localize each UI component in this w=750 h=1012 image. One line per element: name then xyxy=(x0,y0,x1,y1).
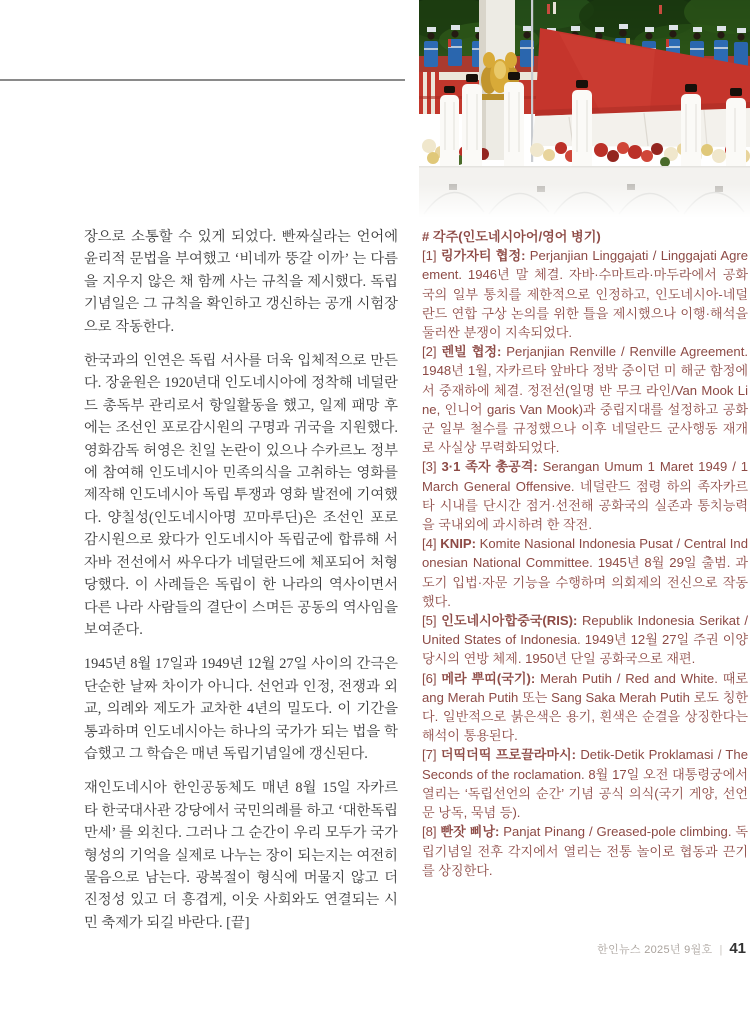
footnote-label: [2] xyxy=(422,344,442,360)
footnote-text: Panjat Pinang / Greased-pole climbing. 독립기념일 전후 각지에서 열리는 전통 놀이로 협동과 끈기를 상징한다. xyxy=(422,824,749,878)
top-horizontal-rule xyxy=(0,79,405,81)
footer-divider: | xyxy=(719,944,723,956)
footnote-term: 인도네시아합중국(RIS): xyxy=(441,613,578,629)
footnote-text: Merah Putih / Red and White. 때로 ang Merah Putih 또는 Sang Saka Merah Putih 로도 칭한다. 일반적으로 붉은색은 용기, 흰색은 순결을 상징한다는 해석이 통용된다. xyxy=(422,670,748,744)
footnote-label: [6] xyxy=(422,670,442,686)
footnote-item-1 xyxy=(422,246,748,342)
footnote-term: 빤잣 삐낭: xyxy=(440,824,500,840)
page-footer xyxy=(419,940,746,958)
footnote-text: Republik Indonesia Serikat / United States of Indonesia. 1949년 12월 27일 주권 이양 당시의 연방 체제. 1950년 단일 공화국으로 재편. xyxy=(422,613,748,667)
footnote-item-2 xyxy=(422,342,748,457)
footnote-term: KNIP: xyxy=(440,536,476,552)
footnote-term: 더띡더띡 프로끌라마시: xyxy=(440,747,577,763)
footnote-item-4 xyxy=(422,534,748,611)
footnote-label: [3] xyxy=(422,459,442,475)
footnotes-column xyxy=(422,227,748,880)
footnote-text: Perjanjian Linggajati / Linggajati Agreement. 1946년 말 체결. 자바·수마트라·마두라에서 공화국의 일부 통치를 제한적으로 인정하고, 인도네시아-네덜란드 연합 구상 논의를 위한 틀을 제시했으나 이행·해석을 둘러싼 분쟁이 지속되었다. xyxy=(422,248,749,341)
footnote-term: 메라 뿌띠(국기): xyxy=(441,670,536,686)
footnotes-header: # 각주(인도네시아어/영어 병기) xyxy=(422,229,601,244)
footnote-label: [8] xyxy=(422,824,441,840)
footnote-item-7 xyxy=(422,745,748,822)
footnote-item-3 xyxy=(422,457,748,534)
flag-ceremony-illustration xyxy=(419,0,750,218)
footnote-term: 링가자티 협정: xyxy=(440,248,526,264)
footnote-text: Perjanjian Renville / Renville Agreement. 1948년 1월, 자카르타 앞바다 정박 중이던 미 해군 함정에서 중재하에 체결. 정전선(일명 반 무크 라인/Van Mook Line, 인니어 garis Van Mook)과 중립지대를 설정하고 공화군 일부 철수를 규정했으나 이후 네덜란드 군사행동 재개로 사실상 무력화되었다. xyxy=(422,344,748,456)
footnote-text: Serangan Umum 1 Maret 1949 / 1 March General Offensive. 네덜란드 점령 하의 족자카르타 시내를 단시간 점거·선전해 공화국의 실존과 통치능력을 국내외에 과시하려 한 작전. xyxy=(422,459,748,533)
footnote-text: Detik-Detik Proklamasi / The Seconds of the roclamation. 8월 17일 오전 대통령궁에서 열리는 ‘독립선언의 순간’ 기념 공식 의식(국기 게양, 선언문 낭독, 묵념 등). xyxy=(422,747,748,821)
flag-ceremony-photo xyxy=(419,0,750,218)
article-paragraph: 재인도네시아 한인공동체도 매년 8월 15일 자카르타 한국대사관 강당에서 국민의례를 하고 ‘대한독립 만세’ 를 외친다. 그러나 그 순간이 우리 모두가 국가 형성의 기억을 실제로 나누는 장이 되는지는 여전히 물음으로 남는다. 광복절이 형식에 머물지 않고 더 진정성 있고 더 흥겹게, 이웃 사회와도 연결되는 시민 축제가 되길 바란다. [끝] xyxy=(84,780,398,931)
photo-bottom-fade xyxy=(419,184,750,218)
footer-page-number: 41 xyxy=(729,940,746,957)
article-body-column xyxy=(84,226,398,946)
footnote-label: [1] xyxy=(422,248,441,264)
footnote-term: 렌빌 협정: xyxy=(441,344,502,360)
footnote-label: [7] xyxy=(422,747,441,763)
footer-issue-label: 한인뉴스 2025년 9월호 xyxy=(597,944,713,956)
article-paragraph: 장으로 소통할 수 있게 되었다. 빤짜실라는 언어에 윤리적 문법을 부여했고 ‘비네까 뚱갈 이까’ 는 다름을 지우지 않은 채 함께 사는 규칙을 제시했다. 독립기념일은 그 규칙을 확인하고 갱신하는 공개 시험장으로 작동한다. xyxy=(84,229,398,335)
footnote-item-6 xyxy=(422,669,748,746)
footnote-label: [5] xyxy=(422,613,442,629)
footnote-item-8 xyxy=(422,822,748,880)
article-paragraph: 한국과의 인연은 독립 서사를 더욱 입체적으로 만든다. 장윤원은 1920년대 인도네시아에 정착해 네덜란드 총독부 관리로서 항일활동을 했고, 일제 패망 후에는 조선인 포로감시원의 구명과 귀국을 지원했다. 영화감독 허영은 친일 논란이 있으나 수카르노 정부에 참여해 인도네시아 민족의식을 고취하는 영화를 제작해 인도네시아 독립 투쟁과 영화 발전에 기여했다. 양칠성(인도네시아명 꼬마루딘)은 조선인 포로감시원으로 왔다가 인도네시아 독립군에 합류해 서자바 전선에서 싸우다가 네덜란드에 체포되어 처형당했다. 이 사례들은 독립이 한 나라의 역사이면서 다른 나라 사람들의 결단이 스며든 공동의 역사임을 보여준다. xyxy=(84,353,398,638)
article-paragraph: 1945년 8월 17일과 1949년 12월 27일 사이의 간극은 단순한 날짜 차이가 아니다. 선언과 인정, 전쟁과 외교, 의례와 제도가 교차한 4년의 밀도다. 이 기간을 통과하며 인도네시아는 하나의 국가가 되는 법을 학습했고 그 학습은 매년 독립기념일에 갱신된다. xyxy=(84,656,398,762)
footnote-item-5 xyxy=(422,611,748,669)
footnote-label: [4] xyxy=(422,536,441,552)
footnote-term: 3·1 족자 총공격: xyxy=(441,459,538,475)
footnote-text: Komite Nasional Indonesia Pusat / Central Indonesian National Committee. 1945년 8월 29일 출범. 과도기 입법·자문 기능을 수행하며 의회제의 전신으로 작동했다. xyxy=(422,536,748,609)
